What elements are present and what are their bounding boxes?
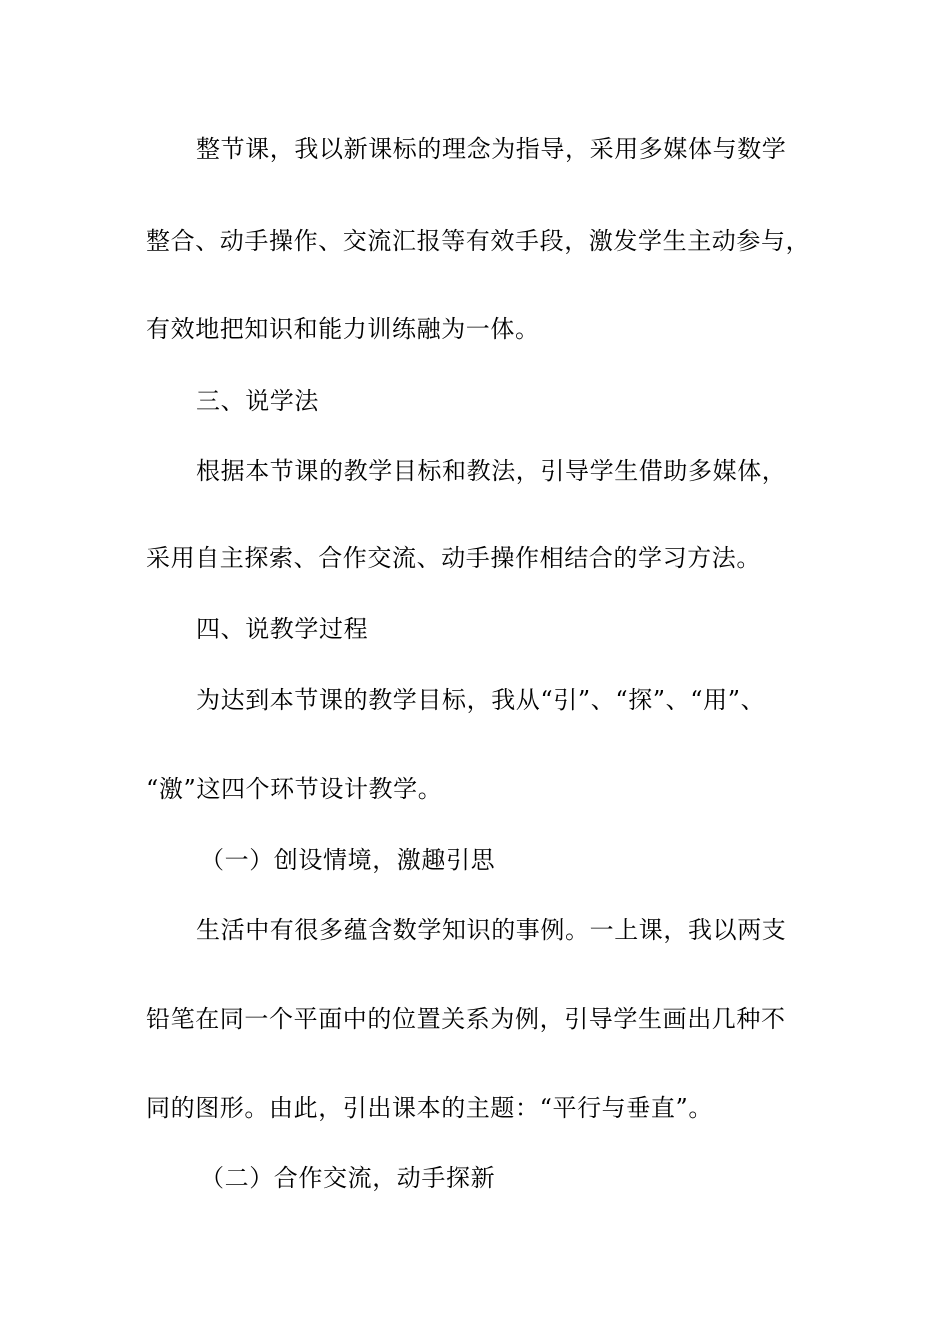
paragraph-line: 整合、动手操作、交流汇报等有效手段，激发学生主动参与， bbox=[146, 227, 811, 255]
paragraph-line: “激”这四个环节设计教学。 bbox=[146, 775, 443, 803]
subsection-heading: （二）合作交流，动手探新 bbox=[200, 1164, 496, 1192]
paragraph-line: 铅笔在同一个平面中的位置关系为例，引导学生画出几种不 bbox=[146, 1005, 786, 1033]
section-heading: 四、说教学过程 bbox=[196, 615, 369, 643]
paragraph-line: 采用自主探索、合作交流、动手操作相结合的学习方法。 bbox=[146, 544, 761, 572]
paragraph-line: 同的图形。由此，引出课本的主题：“平行与垂直”。 bbox=[146, 1094, 713, 1122]
paragraph-line: 生活中有很多蕴含数学知识的事例。一上课，我以两支 bbox=[196, 916, 787, 944]
section-heading: 三、说学法 bbox=[196, 387, 319, 415]
paragraph-line: 根据本节课的教学目标和教法，引导学生借助多媒体， bbox=[196, 457, 787, 485]
paragraph-line: 为达到本节课的教学目标，我从“引”、“探”、“用”、 bbox=[196, 686, 766, 714]
paragraph-line: 整节课，我以新课标的理念为指导，采用多媒体与数学 bbox=[196, 135, 787, 163]
paragraph-line: 有效地把知识和能力训练融为一体。 bbox=[146, 315, 540, 343]
subsection-heading: （一）创设情境，激趣引思 bbox=[200, 846, 496, 874]
